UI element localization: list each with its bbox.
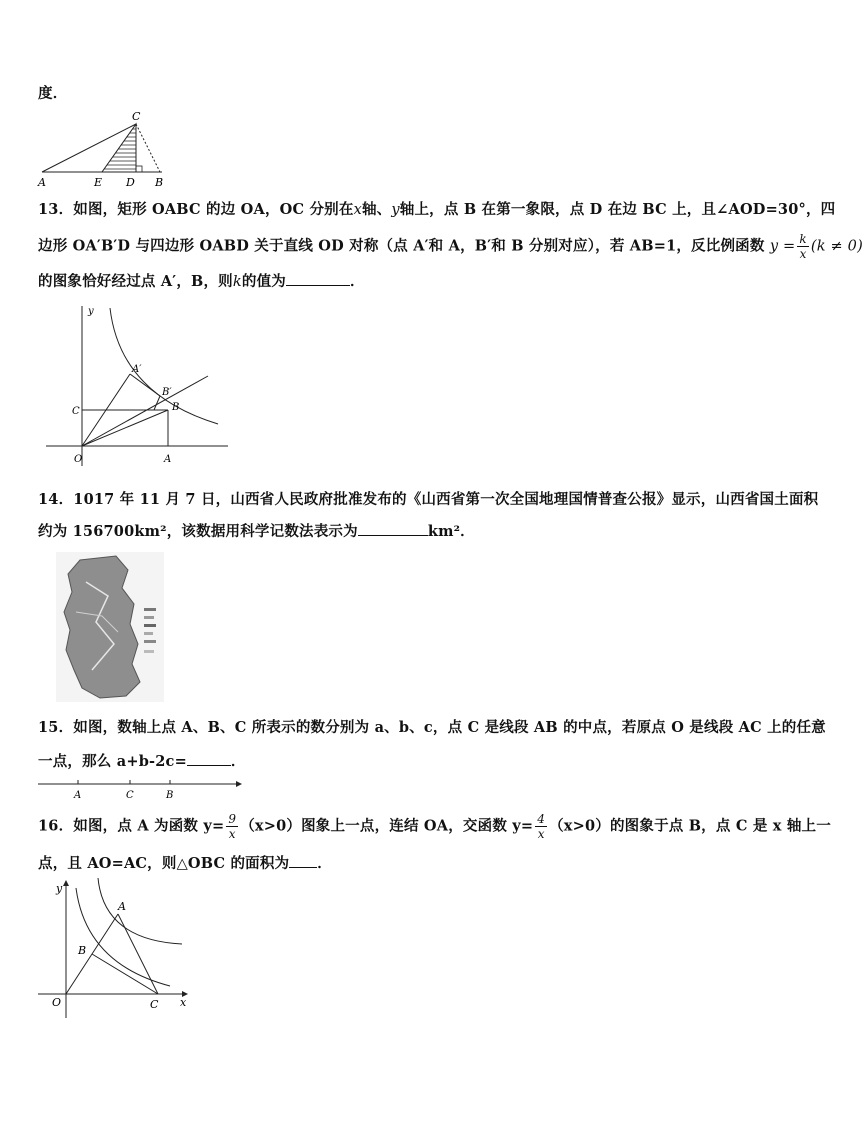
q15-line1: 15．如图，数轴上点 A、B、C 所表示的数分别为 a、b、c，点 C 是线段 AB 的中点，若原点 O 是线段 AC 上的任意 [38, 719, 826, 736]
q13-line3: 的图象恰好经过点 A′，B，则k的值为 ． [38, 273, 365, 290]
line-od [82, 376, 208, 446]
label-y: y [88, 306, 94, 317]
hyperbola [110, 308, 218, 424]
label-b: B [155, 176, 164, 189]
label-a: A [118, 900, 126, 913]
label-b: B [166, 790, 174, 801]
shaded-triangle [102, 124, 136, 172]
shanxi-map-image [56, 552, 164, 702]
answer-blank[interactable] [187, 753, 231, 766]
side-cb-dashed [136, 124, 160, 172]
label-a: A [38, 176, 46, 189]
label-a-prime: A′ [132, 364, 142, 375]
answer-blank[interactable] [289, 855, 317, 868]
label-o: O [52, 996, 62, 1009]
label-c: C [72, 406, 80, 417]
line-a1b1 [130, 374, 160, 396]
q13-line1: 13．如图，矩形 OABC 的边 OA，OC 分别在x轴、y轴上，点 B 在第一象限，点 D 在边 BC 上，且∠AOD=30°，四 [38, 201, 836, 218]
label-a: A [164, 454, 172, 465]
figure-hyperbolas [36, 874, 196, 1022]
label-d: D [126, 176, 135, 189]
label-a: A [74, 790, 82, 801]
answer-blank[interactable] [286, 273, 350, 286]
q15-line2: 一点，那么 a+b-2c= ． [38, 753, 246, 770]
q14-line2: 约为 156700km²，该数据用科学记数法表示为 km²． [38, 523, 475, 540]
q14-line1: 14．1017 年 11 月 7 日，山西省人民政府批准发布的《山西省第一次全国地理国情普查公报》显示，山西省国土面积 [38, 491, 819, 508]
q13-line2: 边形 OA′B′D 与四边形 OABD 关于直线 OD 对称（点 A′和 A，B′和 B 分别对应），若 AB=1，反比例函数 y = $\frac{k}{x}$ (k ≠ 0) [38, 232, 863, 261]
q16-line2: 点，且 AO=AC，则△OBC 的面积为 ． [38, 855, 332, 872]
figure-rectangle-reflection [42, 302, 234, 470]
label-b: B [172, 402, 180, 413]
q16-line1: 16．如图，点 A 为函数 y= $\frac{9}{x}$ （x>0）图象上一点，连结 OA，交函数 y= $\frac{4}{x}$ （x>0）的图象于点 B，点 C 是 x 轴上一 [38, 812, 831, 841]
number-line [36, 776, 246, 802]
continued-text: 度． [38, 85, 68, 102]
figure-triangle [36, 108, 176, 190]
label-y: y [56, 882, 63, 895]
label-c: C [150, 998, 159, 1011]
label-b: B [78, 944, 87, 957]
label-e: E [94, 176, 103, 189]
label-c: C [132, 110, 141, 123]
right-angle-mark [136, 166, 142, 172]
curve-9-over-x [98, 878, 182, 944]
answer-blank[interactable] [358, 523, 428, 536]
label-o: O [74, 454, 83, 465]
label-c: C [126, 790, 134, 801]
label-b-prime: B′ [162, 387, 172, 398]
label-x: x [180, 996, 187, 1009]
line-ob [82, 410, 168, 446]
